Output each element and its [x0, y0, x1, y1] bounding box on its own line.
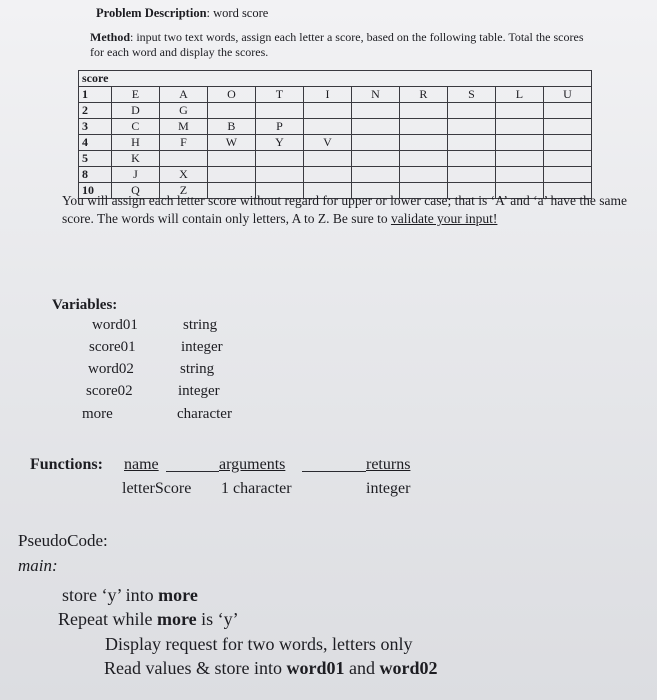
functions-underline: [166, 471, 219, 472]
letter-cell: Q: [111, 183, 159, 199]
functions-heading: Functions:: [30, 456, 103, 473]
letter-cell: [207, 103, 255, 119]
letter-cell: [351, 135, 399, 151]
variable-name: word01: [92, 317, 138, 333]
functions-column-arguments: arguments: [219, 456, 286, 473]
letter-cell: [351, 119, 399, 135]
letter-cell: B: [207, 119, 255, 135]
letter-cell: [543, 167, 591, 183]
letter-cell: E: [111, 87, 159, 103]
instructions-text: You will assign each letter score without regard for upper or lower case; that is ‘A’ and ‘a’ have the same score. The words will contain only letters, A to Z. Be sure to validate your input!: [62, 193, 627, 226]
validate-note: validate your input!: [390, 211, 498, 226]
variable-type: integer: [178, 383, 220, 399]
method-description: Method: input two text words, assign each letter a score, based on the following table. Total the scores for each word and display the scores.: [90, 30, 584, 59]
letter-cell: [447, 151, 495, 167]
variable-type: string: [180, 361, 215, 377]
score-value-cell: 10: [79, 183, 112, 199]
letter-cell: [303, 103, 351, 119]
letter-cell: X: [159, 167, 207, 183]
letter-cell: L: [495, 87, 543, 103]
letter-cell: Y: [255, 135, 303, 151]
score-table-row: [79, 151, 592, 167]
variables-heading: Variables:: [52, 297, 118, 313]
letter-cell: N: [351, 87, 399, 103]
variable-name: score01: [89, 339, 136, 355]
pseudocode-line: Display request for two words, letters only: [105, 634, 413, 654]
problem-title: Problem Description: word score: [96, 6, 269, 20]
letter-cell: P: [255, 119, 303, 135]
score-table-header-row: [79, 71, 592, 87]
letter-cell: [495, 151, 543, 167]
letter-cell: [447, 135, 495, 151]
score-table-row: [79, 87, 592, 103]
letter-cell: [543, 103, 591, 119]
pseudocode-line: Read values & store into word01 and word02: [104, 658, 438, 678]
functions-column-name: name: [124, 456, 159, 473]
letter-cell: U: [543, 87, 591, 103]
letter-cell: [159, 151, 207, 167]
letter-cell: Z: [159, 183, 207, 199]
letter-cell: K: [111, 151, 159, 167]
letter-cell: [399, 119, 447, 135]
score-value-cell: 4: [79, 135, 112, 151]
score-value-cell: 3: [79, 119, 112, 135]
letter-cell: A: [159, 87, 207, 103]
letter-cell: T: [255, 87, 303, 103]
variable-name: word02: [88, 361, 134, 377]
score-table-row: [79, 119, 592, 135]
letter-cell: [495, 119, 543, 135]
variable-type: string: [183, 317, 218, 333]
function-arguments: 1 character: [221, 480, 292, 497]
pseudocode-line: Repeat while more is ‘y’: [58, 609, 239, 629]
letter-cell: [351, 103, 399, 119]
letter-cell: [399, 135, 447, 151]
letter-cell: [447, 119, 495, 135]
score-table: [78, 70, 592, 199]
letter-cell: [207, 167, 255, 183]
variable-name: score02: [86, 383, 133, 399]
letter-cell: J: [111, 167, 159, 183]
letter-cell: [495, 103, 543, 119]
score-value-cell: 1: [79, 87, 112, 103]
score-table-row: [79, 103, 592, 119]
functions-underline: [302, 471, 366, 472]
letter-cell: [495, 167, 543, 183]
score-header: score: [79, 71, 112, 87]
letter-cell: [447, 103, 495, 119]
main-label: main:: [18, 556, 58, 575]
score-value-cell: 8: [79, 167, 112, 183]
letter-cell: [303, 151, 351, 167]
letter-cell: [255, 103, 303, 119]
letter-cell: S: [447, 87, 495, 103]
letter-cell: [543, 119, 591, 135]
letter-cell: [255, 151, 303, 167]
letter-cell: O: [207, 87, 255, 103]
letter-cell: [447, 167, 495, 183]
function-name: letterScore: [122, 480, 192, 497]
letter-cell: V: [303, 135, 351, 151]
score-table-row: [79, 167, 592, 183]
letter-cell: [495, 135, 543, 151]
letter-cell: [399, 151, 447, 167]
score-value-cell: 2: [79, 103, 112, 119]
letter-cell: R: [399, 87, 447, 103]
letter-cell: F: [159, 135, 207, 151]
variable-type: character: [177, 406, 232, 422]
score-table-row: [79, 135, 592, 151]
pseudocode-line: store ‘y’ into more: [62, 585, 198, 605]
pseudocode-heading: PseudoCode:: [18, 531, 108, 550]
letter-cell: G: [159, 103, 207, 119]
letter-cell: [543, 151, 591, 167]
letter-cell: C: [111, 119, 159, 135]
letter-cell: [303, 167, 351, 183]
letter-cell: [207, 151, 255, 167]
letter-cell: H: [111, 135, 159, 151]
letter-cell: [351, 151, 399, 167]
letter-cell: [543, 135, 591, 151]
letter-cell: W: [207, 135, 255, 151]
letter-cell: M: [159, 119, 207, 135]
score-value-cell: 5: [79, 151, 112, 167]
letter-cell: I: [303, 87, 351, 103]
letter-cell: [351, 167, 399, 183]
letter-cell: [255, 167, 303, 183]
function-returns: integer: [366, 480, 411, 497]
letter-cell: [399, 167, 447, 183]
letter-cell: D: [111, 103, 159, 119]
variable-name: more: [82, 406, 113, 422]
letter-cell: [303, 119, 351, 135]
letter-cell: [399, 103, 447, 119]
functions-column-returns: returns: [366, 456, 411, 473]
variable-type: integer: [181, 339, 223, 355]
